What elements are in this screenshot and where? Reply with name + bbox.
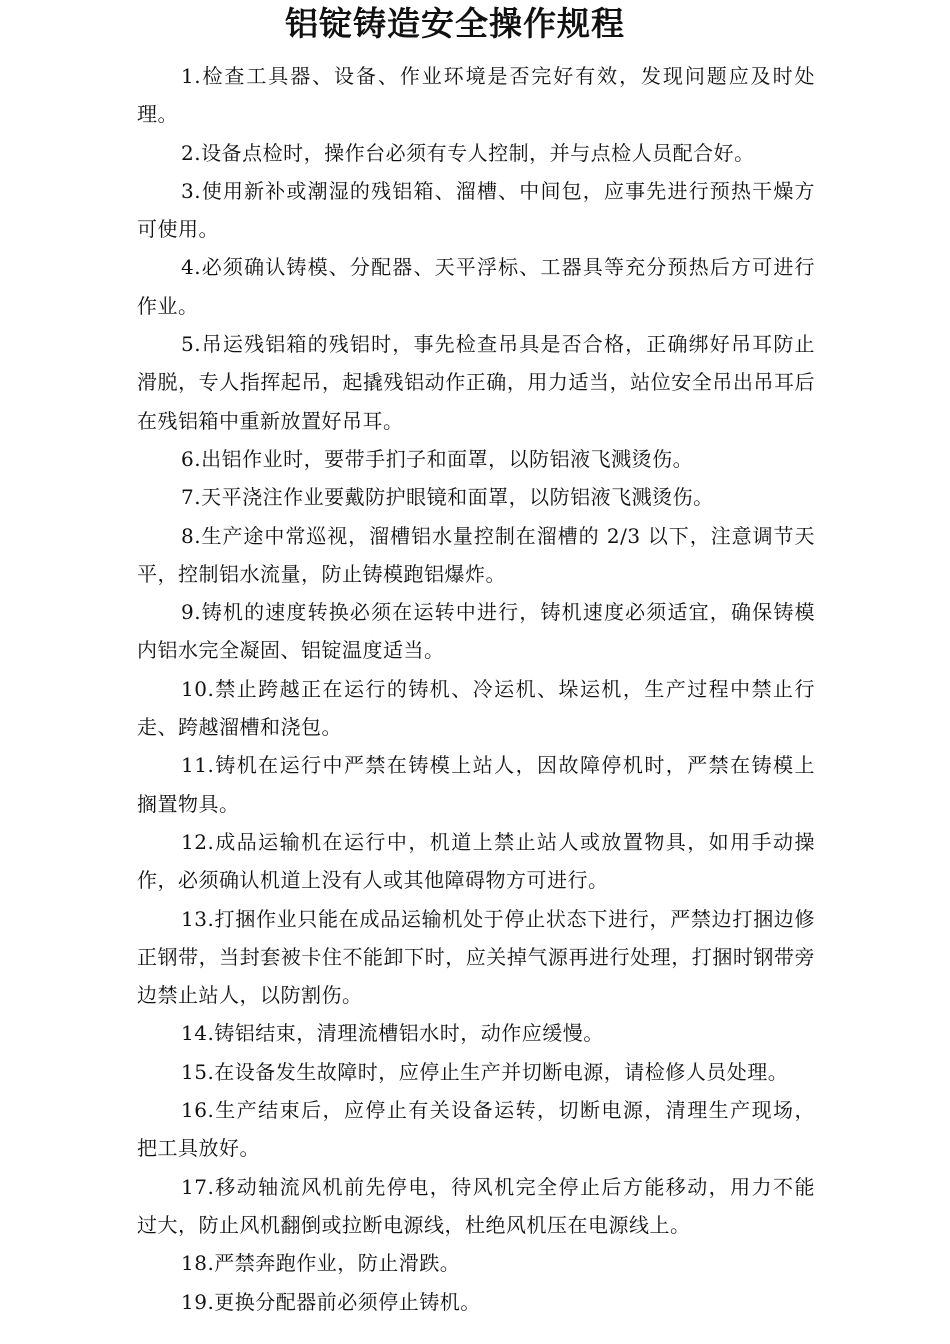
rule-item: 15.在设备发生故障时，应停止生产并切断电源，请检修人员处理。 [181, 1059, 789, 1084]
rule-item: 3.使用新补或潮湿的残铝箱、溜槽、中间包，应事先进行预热干燥方可使用。 [137, 178, 815, 242]
rule-item: 17.移动轴流风机前先停电，待风机完全停止后方能移动，用力不能 过大，防止风机翻倒或拉断电源线，杜绝风机压在电源线上。 [137, 1174, 815, 1237]
rule-item: 9.铸机的速度转换必须在运转中进行，铸机速度必须适宜，确保铸模 内铝水完全凝固、铝锭温度适当。 [137, 600, 815, 663]
rule-item: 5.吊运残铝箱的残铝时，事先检查吊具是否合格，正确绑好吊耳防止滑脱，专人指挥起吊，起撬残铝动作正确，用力适当，站位安全吊出吊耳后在残铝箱中重新放置好吊耳。 [137, 332, 815, 433]
rule-item: 16.生产结束后，应停止有关设备运转，切断电源，清理生产现场， 把工具放好。 [137, 1098, 815, 1161]
rule-item: 18.严禁奔跑作业，防止滑跌。 [181, 1251, 461, 1276]
rule-item: 19.更换分配器前必须停止铸机。 [181, 1289, 481, 1314]
rule-list [137, 57, 815, 1321]
rule-item: 6.出铝作业时，要带手扪子和面罩，以防铝液飞溅烫伤。 [181, 446, 694, 471]
rule-item: 1.检查工具器、设备、作业环境是否完好有效，发现问题应及时处理。 [137, 64, 815, 127]
rule-item: 10.禁止跨越正在运行的铸机、冷运机、垛运机，生产过程中禁止行走、跨越溜槽和浇包。 [137, 676, 815, 740]
rule-item: 14.铸铝结束，清理流槽铝水时，动作应缓慢。 [181, 1021, 604, 1046]
rule-item: 7.天平浇注作业要戴防护眼镜和面罩，以防铝液飞溅烫伤。 [181, 485, 714, 510]
rule-item: 11.铸机在运行中严禁在铸模上站人，因故障停机时，严禁在铸模上 搁置物具。 [137, 753, 815, 816]
rule-item: 4.必须确认铸模、分配器、天平浮标、工器具等充分预热后方可进行作业。 [137, 255, 815, 318]
document-title: 铝锭铸造安全操作规程 [285, 4, 625, 43]
rule-item: 13.打捆作业只能在成品运输机处于停止状态下进行，严禁边打捆边修正钢带，当封套被卡住不能卸下时，应关掉气源再进行处理，打捆时钢带旁边禁止站人，以防割伤。 [137, 906, 815, 1008]
rule-item: 2.设备点检时，操作台必须有专人控制，并与点检人员配合好。 [181, 140, 755, 165]
rule-item: 12.成品运输机在运行中，机道上禁止站人或放置物具，如用手动操作，必须确认机道上没有人或其他障碍物方可进行。 [137, 829, 815, 893]
rule-item: 8.生产途中常巡视，溜槽铝水量控制在溜槽的 2/3 以下，注意调节天 平，控制铝水流量，防止铸模跑铝爆炸。 [137, 523, 815, 586]
